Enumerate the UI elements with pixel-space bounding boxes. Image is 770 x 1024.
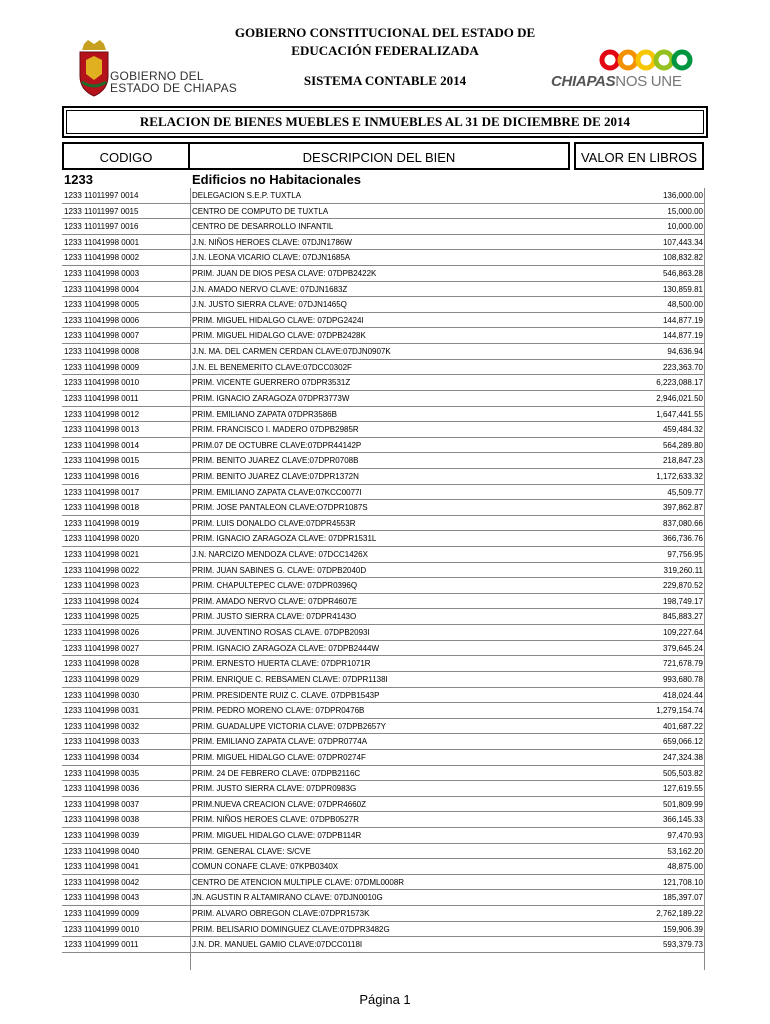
table-row [62,844,704,860]
table-row [62,407,704,423]
asset-value: 94,636.94 [667,347,703,357]
asset-description: PRIM. JUSTO SIERRA CLAVE: 07DPR4143O [192,612,357,622]
asset-description: J.N. JUSTO SIERRA CLAVE: 07DJN1465Q [192,300,347,310]
asset-value: 247,324.38 [662,752,703,762]
asset-description: DELEGACION S.E.P. TUXTLA [192,191,302,200]
table-row [62,890,704,906]
table-row [62,703,704,719]
asset-code: 1233 11041998 0014 [64,440,140,450]
asset-value: 159,906.39 [662,924,703,934]
table-row [62,906,704,922]
table-row [62,578,704,594]
asset-value: 48,500.00 [667,300,703,310]
asset-value: 1,172,633.32 [656,471,703,481]
asset-code: 1233 11041999 0010 [64,924,140,934]
asset-description: J.N. LEONA VICARIO CLAVE: 07DJN1685A [192,253,351,263]
asset-code: 1233 11041998 0028 [64,659,140,669]
asset-code: 1233 11011997 0016 [64,222,139,232]
asset-value: 127,619.55 [662,784,703,794]
asset-code: 1233 11011997 0015 [64,206,139,216]
asset-value: 564,289.80 [662,440,703,450]
asset-description: J.N. DR. MANUEL GAMIO CLAVE:07DCC0118I [192,940,363,950]
asset-description: PRIM. CHAPULTEPEC CLAVE: 07DPR0396Q [192,581,358,591]
chiapas-word-light: NOS UNE [615,73,682,90]
table-row [62,656,704,672]
asset-code: 1233 11041998 0011 [64,393,139,403]
asset-description: PRIM. EMILIANO ZAPATA 07DPR3586B [192,409,337,419]
asset-code: 1233 11041998 0012 [64,409,140,419]
asset-description: PRIM. AMADO NERVO CLAVE: 07DPR4607E [192,596,358,606]
asset-description: PRIM. PEDRO MORENO CLAVE: 07DPR0476B [192,706,365,716]
table-row [62,219,704,235]
asset-code: 1233 11041998 0043 [64,893,140,903]
asset-description: PRIM. BELISARIO DOMINGUEZ CLAVE:07DPR3482G [192,924,390,934]
table-row [62,719,704,735]
asset-value: 48,875.00 [667,862,703,872]
asset-value: 2,762,189.22 [656,909,703,919]
asset-value: 6,223,088.17 [656,378,703,388]
asset-code: 1233 11041998 0040 [64,846,140,856]
report-title: RELACION DE BIENES MUEBLES E INMUEBLES AL 31 DE DICIEMBRE DE 2014 [62,106,708,138]
asset-description: PRIM. ERNESTO HUERTA CLAVE: 07DPR1071R [192,659,371,669]
table-row [62,328,704,344]
asset-description: PRIM. BENITO JUAREZ CLAVE:07DPR1372N [192,471,359,481]
asset-code: 1233 11041998 0022 [64,565,140,575]
asset-description: PRIM. JUSTO SIERRA CLAVE: 07DPR0983G [192,784,357,794]
header-line1: GOBIERNO CONSTITUCIONAL DEL ESTADO DE [234,25,536,40]
asset-value: 459,484.32 [662,425,703,435]
asset-code: 1233 11041999 0011 [64,940,139,950]
asset-value: 397,862.87 [662,503,703,513]
asset-description: J.N. AMADO NERVO CLAVE: 07DJN1683Z [192,284,348,294]
asset-description: CENTRO DE DESARROLLO INFANTIL [192,222,334,232]
table-row [62,516,704,532]
asset-code: 1233 11041998 0006 [64,315,140,325]
asset-code: 1233 11041998 0025 [64,612,140,622]
asset-value: 144,877.19 [662,315,703,325]
asset-value: 53,162.20 [667,846,703,856]
asset-description: J.N. NIÑOS HEROES CLAVE: 07DJN1786W [192,237,352,247]
asset-value: 505,503.82 [662,768,703,778]
table-row [62,812,704,828]
asset-value: 366,145.33 [662,815,703,825]
asset-code: 1233 11041998 0009 [64,362,140,372]
asset-code: 1233 11041998 0031 [64,706,140,716]
asset-code: 1233 11041998 0041 [64,862,140,872]
asset-code: 1233 11041998 0017 [64,487,140,497]
asset-description: PRIM. NIÑOS HEROES CLAVE: 07DPB0527R [192,815,360,825]
asset-value: 418,024.44 [662,690,703,700]
table-row [62,282,704,298]
asset-value: 993,680.78 [662,674,703,684]
asset-code: 1233 11041998 0010 [64,378,140,388]
asset-description: PRIM. IGNACIO ZARAGOZA CLAVE: 07DPR1531L [192,534,377,544]
asset-description: J.N. MA. DEL CARMEN CERDAN CLAVE:07DJN0907K [192,347,391,357]
asset-description: PRIM. GENERAL CLAVE: S/CVE [192,846,311,856]
asset-value: 107,443.34 [662,237,703,247]
asset-value: 218,847.23 [662,456,703,466]
table-row [62,625,704,641]
asset-value: 10,000.00 [667,222,703,232]
table-row [62,485,704,501]
table-row [62,204,704,220]
table-row [62,563,704,579]
asset-description: PRIM. BENITO JUAREZ CLAVE:07DPR0708B [192,456,359,466]
asset-code: 1233 11041998 0001 [64,237,140,247]
asset-table [62,188,704,953]
asset-code: 1233 11041998 0020 [64,534,140,544]
asset-description: PRIM. LUIS DONALDO CLAVE:07DPR4553R [192,518,356,528]
table-row [62,360,704,376]
asset-code: 1233 11041998 0038 [64,815,140,825]
asset-description: PRIM. MIGUEL HIDALGO CLAVE: 07DPB114R [192,830,362,840]
system-title: SISTEMA CONTABLE 2014 [303,73,467,88]
asset-value: 97,756.95 [667,550,703,560]
asset-description: PRIM. IGNACIO ZARAGOZA 07DPR3773W [192,393,350,403]
asset-code: 1233 11041998 0019 [64,518,140,528]
asset-description: PRIM. 24 DE FEBRERO CLAVE: 07DPB2116C [192,768,361,778]
table-row [62,375,704,391]
asset-value: 223,363.70 [662,362,703,372]
government-logo-text [110,70,237,94]
asset-description: PRIM. EMILIANO ZAPATA CLAVE: 07DPR0774A [192,737,368,747]
table-row [62,250,704,266]
section-row [62,172,704,188]
asset-value: 185,397.07 [662,893,703,903]
asset-code: 1233 11041998 0018 [64,503,140,513]
asset-code: 1233 11041998 0005 [64,300,140,310]
asset-description: PRIM. PRESIDENTE RUIZ C. CLAVE. 07DPB1543P [192,690,380,700]
table-row [62,469,704,485]
asset-description: PRIM. VICENTE GUERRERO 07DPR3531Z [192,378,351,388]
gov-logo-line2: ESTADO DE CHIAPAS [110,81,237,95]
asset-code: 1233 11041998 0021 [64,550,140,560]
header-title [220,24,550,90]
asset-description: CENTRO DE ATENCION MULTIPLE CLAVE: 07DML0008R [192,877,405,887]
table-row [62,547,704,563]
asset-value: 721,678.79 [662,659,703,669]
column-header-description: DESCRIPCION DEL BIEN [190,142,570,170]
table-row [62,641,704,657]
asset-code: 1233 11041998 0039 [64,830,140,840]
asset-code: 1233 11041998 0007 [64,331,140,341]
asset-value: 229,870.52 [662,581,703,591]
asset-code: 1233 11041998 0003 [64,269,140,279]
asset-description: J.N. EL BENEMERITO CLAVE:07DCC0302F [192,362,352,372]
table-row [62,313,704,329]
chiapas-nos-une-wordmark [551,73,682,90]
chiapas-coat-of-arms-icon [76,40,112,98]
asset-value: 136,000.00 [662,191,703,200]
page-header [0,0,770,106]
table-row [62,828,704,844]
table-row [62,391,704,407]
asset-description: PRIM. JUAN DE DIOS PESA CLAVE: 07DPB2422K [192,269,377,279]
table-row [62,266,704,282]
asset-code: 1233 11041998 0008 [64,347,140,357]
asset-code: 1233 11041998 0033 [64,737,140,747]
table-row [62,859,704,875]
column-divider [704,188,705,970]
asset-value: 319,260.11 [663,565,703,575]
asset-code: 1233 11041998 0035 [64,768,140,778]
asset-description: PRIM. JUAN SABINES G. CLAVE: 07DPB2040D [192,565,367,575]
asset-code: 1233 11041998 0013 [64,425,140,435]
asset-code: 1233 11041998 0015 [64,456,140,466]
asset-description: PRIM. IGNACIO ZARAGOZA CLAVE: 07DPB2444W [192,643,380,653]
asset-code: 1233 11041998 0004 [64,284,140,294]
asset-value: 130,859.81 [662,284,703,294]
table-row [62,875,704,891]
column-header-value: VALOR EN LIBROS [574,142,704,170]
table-row [62,438,704,454]
table-row [62,766,704,782]
header-line2: EDUCACIÓN FEDERALIZADA [291,43,479,58]
asset-value: 401,687.22 [662,721,703,731]
section-name: Edificios no Habitacionales [192,172,362,187]
page-number: Página 1 [359,992,411,1007]
asset-value: 198,749.17 [662,596,703,606]
table-row [62,734,704,750]
asset-value: 845,883.27 [662,612,703,622]
asset-value: 1,647,441.55 [656,409,703,419]
asset-description: PRIM. FRANCISCO I. MADERO 07DPB2985R [192,425,359,435]
asset-description: PRIM.07 DE OCTUBRE CLAVE:07DPR44142P [192,440,362,450]
table-row [62,609,704,625]
asset-value: 546,863.28 [662,269,703,279]
asset-value: 144,877.19 [662,331,703,341]
table-row [62,781,704,797]
asset-description: PRIM. ALVARO OBREGON CLAVE:07DPR1573K [192,909,370,919]
table-row [62,797,704,813]
asset-description: PRIM.NUEVA CREACION CLAVE: 07DPR4660Z [192,799,366,809]
table-row [62,688,704,704]
table-row [62,672,704,688]
asset-code: 1233 11041998 0037 [64,799,140,809]
asset-description: COMUN CONAFE CLAVE: 07KPB0340X [192,862,339,872]
table-row [62,531,704,547]
asset-code: 1233 11041998 0036 [64,784,140,794]
table-row [62,937,704,953]
asset-value: 109,227.64 [662,628,703,638]
table-row [62,594,704,610]
asset-value: 837,080.66 [662,518,703,528]
table-row [62,453,704,469]
asset-code: 1233 11041998 0016 [64,471,140,481]
asset-code: 1233 11041999 0009 [64,909,140,919]
table-row [62,344,704,360]
asset-value: 121,708.10 [662,877,703,887]
table-row [62,235,704,251]
asset-description: PRIM. GUADALUPE VICTORIA CLAVE: 07DPB2657Y [192,721,386,731]
gov-logo-line1: GOBIERNO DEL [110,69,204,83]
asset-code: 1233 11041998 0023 [64,581,140,591]
asset-value: 15,000.00 [667,206,703,216]
asset-value: 2,946,021.50 [656,393,703,403]
asset-description: CENTRO DE COMPUTO DE TUXTLA [192,206,329,216]
table-row [62,922,704,938]
table-row [62,750,704,766]
asset-code: 1233 11041998 0032 [64,721,140,731]
asset-value: 501,809.99 [662,799,703,809]
asset-code: 1233 11041998 0002 [64,253,140,263]
asset-value: 108,832.82 [662,253,703,263]
section-code: 1233 [64,172,93,187]
asset-value: 366,736.76 [662,534,703,544]
asset-code: 1233 11041998 0027 [64,643,140,653]
asset-value: 1,279,154.74 [656,706,703,716]
asset-description: PRIM. JUVENTINO ROSAS CLAVE. 07DPB2093I [192,628,370,638]
table-row [62,422,704,438]
asset-value: 593,379.73 [662,940,703,950]
asset-value: 659,066.12 [662,737,703,747]
asset-description: PRIM. MIGUEL HIDALGO CLAVE: 07DPB2428K [192,331,366,341]
asset-code: 1233 11041998 0024 [64,596,140,606]
asset-description: PRIM. MIGUEL HIDALGO CLAVE: 07DPG2424I [192,315,364,325]
column-header-code: CODIGO [62,142,190,170]
asset-description: PRIM. JOSE PANTALEON CLAVE:O7DPR1087S [192,503,368,513]
table-row [62,188,704,204]
asset-description: PRIM. MIGUEL HIDALGO CLAVE: 07DPR0274F [192,752,366,762]
table-row [62,297,704,313]
asset-code: 1233 11041998 0042 [64,877,140,887]
asset-code: 1233 11011997 0014 [64,191,139,200]
asset-description: JN. AGUSTIN R ALTAMIRANO CLAVE: 07DJN0010G [192,893,383,903]
asset-code: 1233 11041998 0026 [64,628,140,638]
asset-value: 97,470.93 [667,830,703,840]
asset-code: 1233 11041998 0029 [64,674,140,684]
asset-code: 1233 11041998 0030 [64,690,140,700]
asset-code: 1233 11041998 0034 [64,752,140,762]
asset-description: PRIM. ENRIQUE C. REBSAMEN CLAVE: 07DPR1138I [192,674,388,684]
asset-description: PRIM. EMILIANO ZAPATA CLAVE:07KCC0077I [192,487,362,497]
chiapas-word-bold: CHIAPAS [551,73,616,90]
asset-value: 379,645.24 [662,643,703,653]
asset-description: J.N. NARCIZO MENDOZA CLAVE: 07DCC1426X [192,550,368,560]
asset-value: 45,509.77 [667,487,703,497]
table-row [62,500,704,516]
